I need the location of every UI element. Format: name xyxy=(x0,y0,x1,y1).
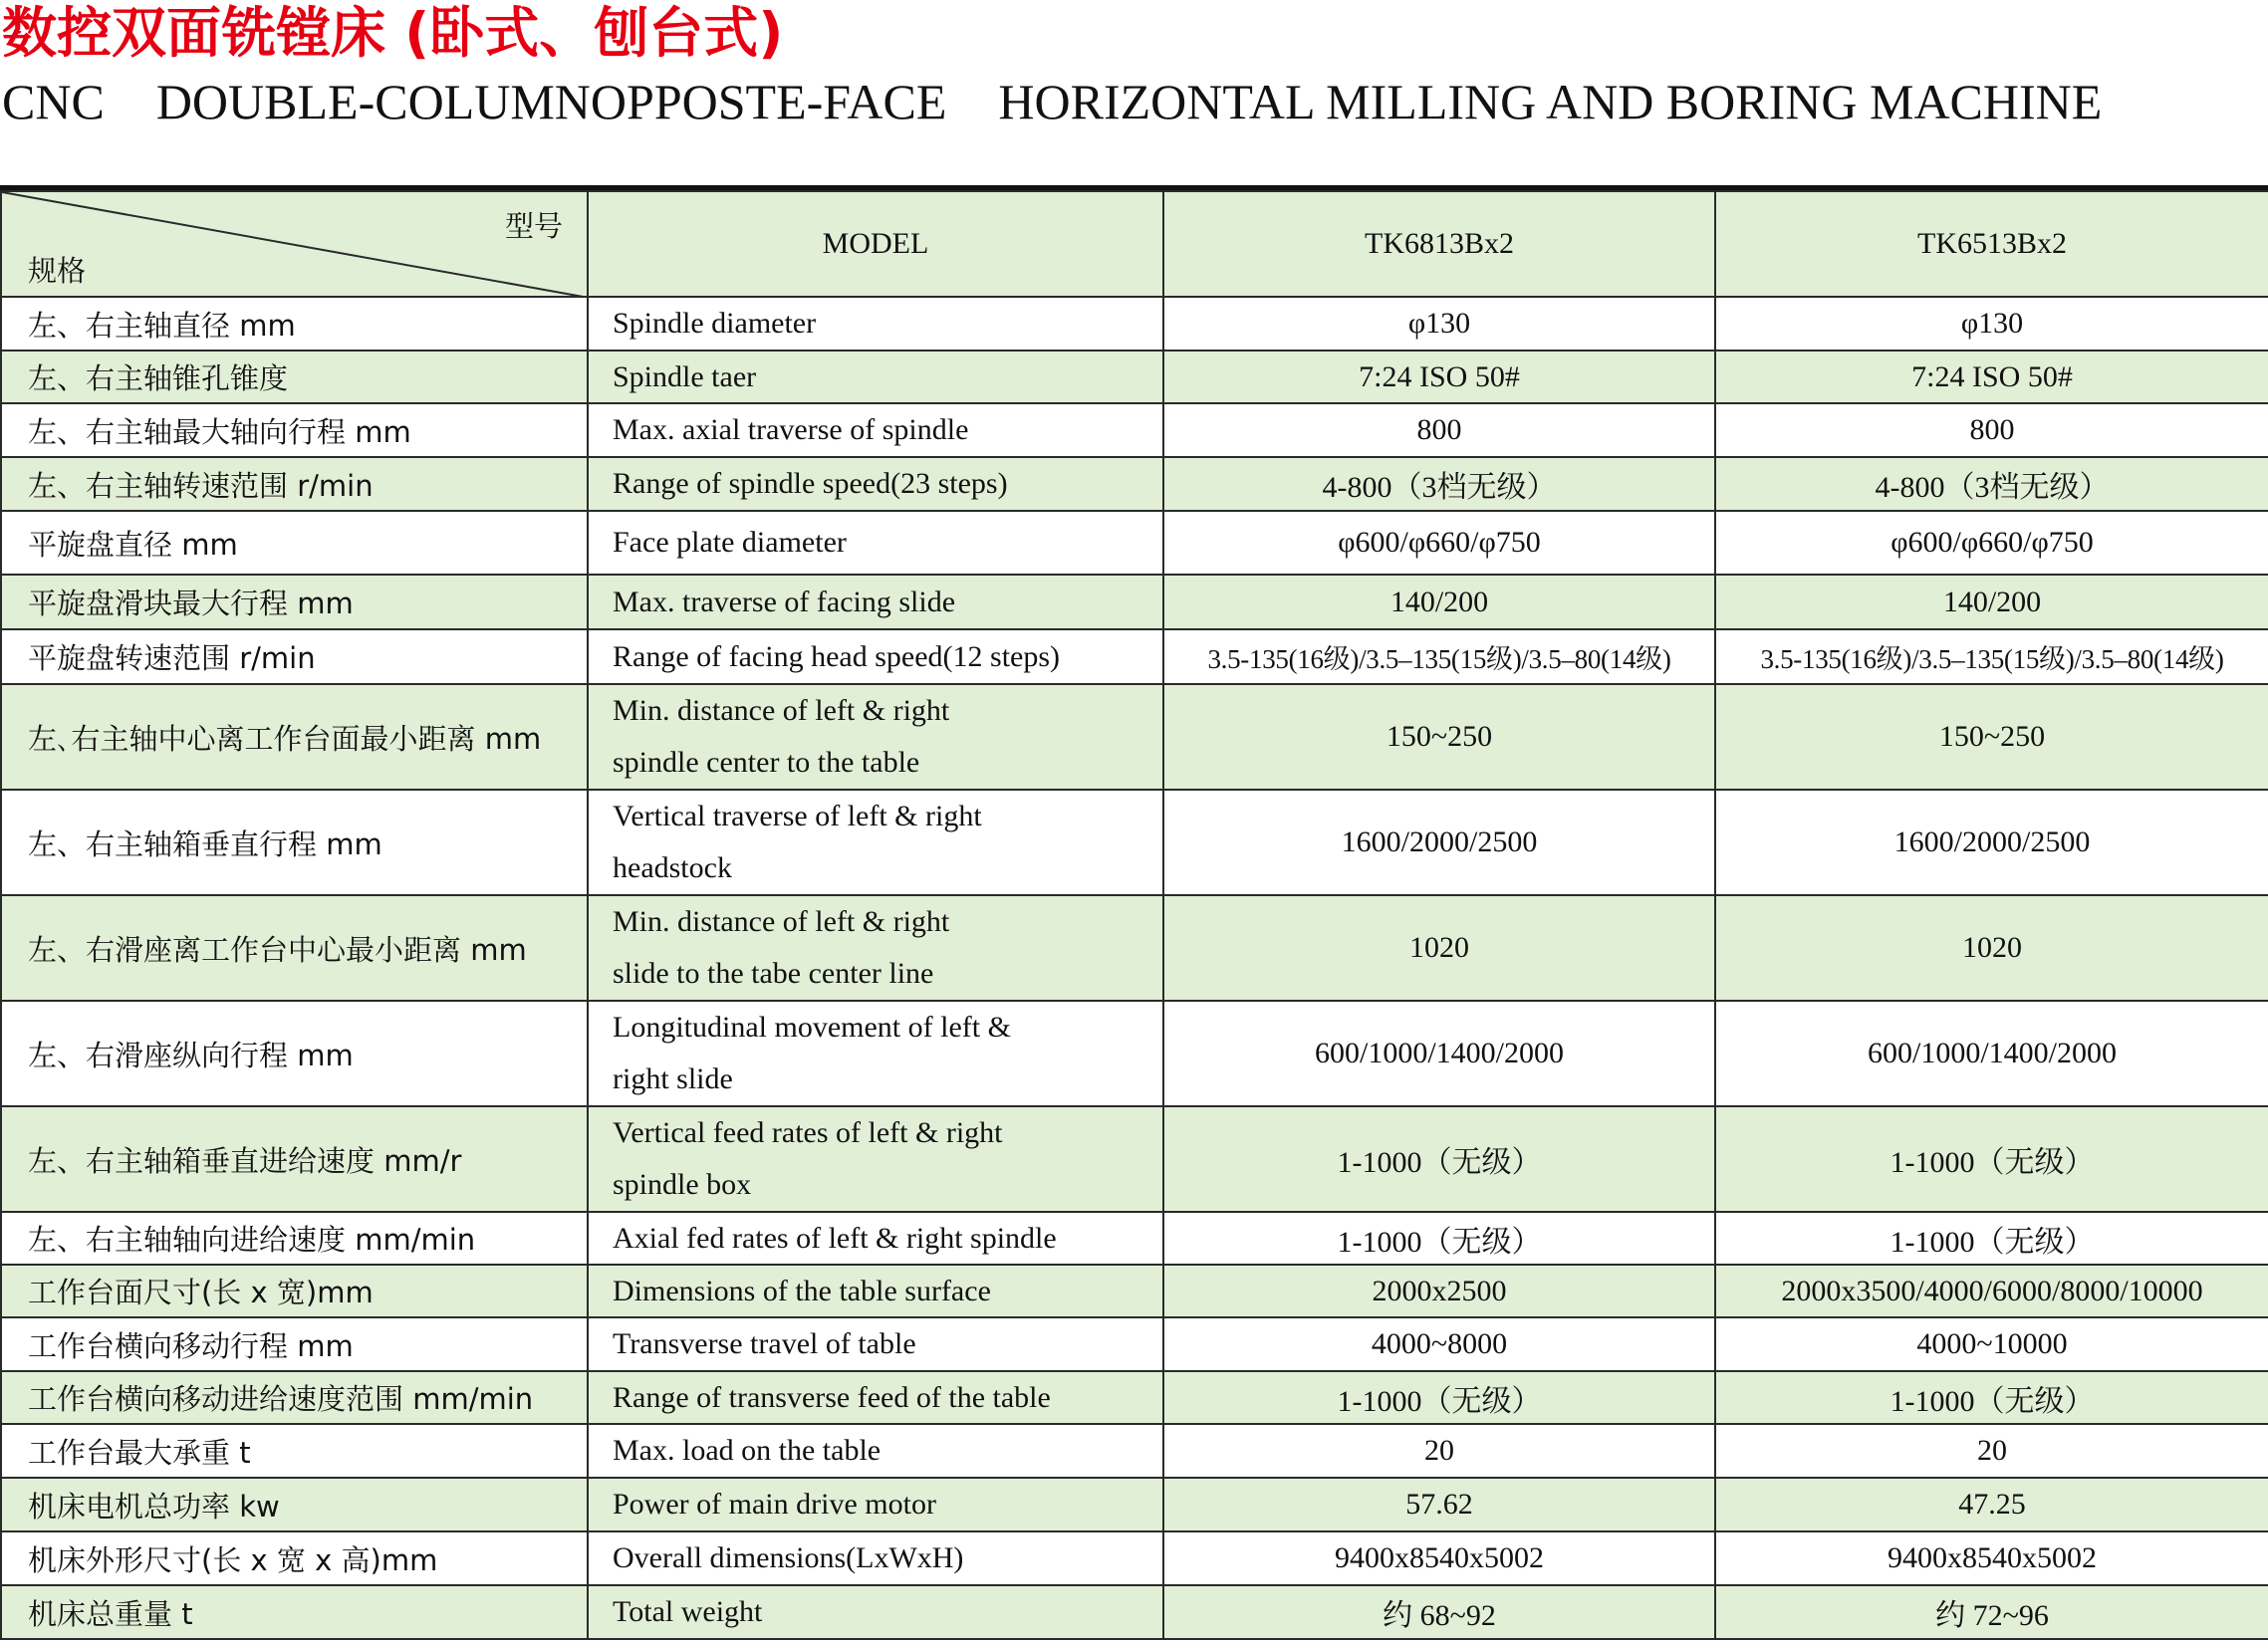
spec-name-en: Range of spindle speed(23 steps) xyxy=(588,457,1163,511)
spec-name-en: Longitudinal movement of left & right slide xyxy=(588,1001,1163,1106)
table-row xyxy=(1,1212,2268,1265)
model-header-tk6813: TK6813Bx2 xyxy=(1163,191,1715,297)
spec-name-en: Transverse travel of table xyxy=(588,1317,1163,1371)
value-tk6813: 4-800（3档无级） xyxy=(1163,457,1715,511)
spec-name-en: Vertical traverse of left & right headstock xyxy=(588,790,1163,895)
value-tk6813: 20 xyxy=(1163,1424,1715,1478)
spec-name-en: Face plate diameter xyxy=(588,511,1163,575)
value-tk6513: 140/200 xyxy=(1715,575,2268,629)
table-row xyxy=(1,1001,2268,1106)
corner-model-label: 型号 xyxy=(504,209,563,243)
spec-name-cn: 工作台面尺寸(长 x 宽)mm xyxy=(1,1265,588,1317)
value-tk6813: 1-1000（无级） xyxy=(1163,1212,1715,1265)
value-tk6513: 600/1000/1400/2000 xyxy=(1715,1001,2268,1106)
spec-name-en: Min. distance of left & right slide to the tabe center line xyxy=(588,895,1163,1001)
table-row xyxy=(1,1424,2268,1478)
table-row xyxy=(1,790,2268,895)
value-tk6513: 7:24 ISO 50# xyxy=(1715,351,2268,403)
spec-name-en: Dimensions of the table surface xyxy=(588,1265,1163,1317)
spec-name-en: Spindle taer xyxy=(588,351,1163,403)
value-tk6813: 4000~8000 xyxy=(1163,1317,1715,1371)
model-header-tk6513: TK6513Bx2 xyxy=(1715,191,2268,297)
spec-name-cn: 左、右主轴轴向进给速度 mm/min xyxy=(1,1212,588,1265)
spec-name-cn: 平旋盘直径 mm xyxy=(1,511,588,575)
spec-name-en: Min. distance of left & right spindle center to the table xyxy=(588,684,1163,790)
model-header: MODEL xyxy=(588,191,1163,297)
spec-name-cn: 左、右主轴直径 mm xyxy=(1,297,588,351)
value-tk6513: 800 xyxy=(1715,403,2268,457)
table-row xyxy=(1,297,2268,351)
table-row xyxy=(1,684,2268,790)
spec-name-cn: 工作台横向移动行程 mm xyxy=(1,1317,588,1371)
value-tk6813: 1-1000（无级） xyxy=(1163,1371,1715,1424)
value-tk6813: 150~250 xyxy=(1163,684,1715,790)
title-en-part-3: HORIZONTAL MILLING AND BORING MACHINE xyxy=(998,74,2103,129)
table-row xyxy=(1,629,2268,684)
value-tk6513: 4000~10000 xyxy=(1715,1317,2268,1371)
value-tk6513: φ600/φ660/φ750 xyxy=(1715,511,2268,575)
value-tk6813: 1020 xyxy=(1163,895,1715,1001)
table-row xyxy=(1,511,2268,575)
spec-name-cn: 平旋盘转速范围 r/min xyxy=(1,629,588,684)
value-tk6813: φ600/φ660/φ750 xyxy=(1163,511,1715,575)
value-tk6513: 2000x3500/4000/6000/8000/10000 xyxy=(1715,1265,2268,1317)
table-row xyxy=(1,1585,2268,1639)
value-tk6813: 9400x8540x5002 xyxy=(1163,1531,1715,1585)
value-tk6513: 150~250 xyxy=(1715,684,2268,790)
value-tk6513: 1-1000（无级） xyxy=(1715,1106,2268,1212)
spec-table-container xyxy=(0,185,2268,1644)
spec-name-en: Axial fed rates of left & right spindle xyxy=(588,1212,1163,1265)
spec-name-en: Range of transverse feed of the table xyxy=(588,1371,1163,1424)
spec-name-cn: 左、右滑座纵向行程 mm xyxy=(1,1001,588,1106)
spec-name-cn: 左､右主轴中心离工作台面最小距离 mm xyxy=(1,684,588,790)
value-tk6513: 9400x8540x5002 xyxy=(1715,1531,2268,1585)
spec-name-cn: 左、右主轴转速范围 r/min xyxy=(1,457,588,511)
table-row xyxy=(1,1317,2268,1371)
value-tk6813: 约 68~92 xyxy=(1163,1585,1715,1639)
value-tk6813: 2000x2500 xyxy=(1163,1265,1715,1317)
value-tk6513: 1600/2000/2500 xyxy=(1715,790,2268,895)
value-tk6513: φ130 xyxy=(1715,297,2268,351)
value-tk6513: 47.25 xyxy=(1715,1478,2268,1531)
spec-name-en: Vertical feed rates of left & right spindle box xyxy=(588,1106,1163,1212)
spec-name-cn: 左、右主轴箱垂直行程 mm xyxy=(1,790,588,895)
value-tk6813: 1600/2000/2500 xyxy=(1163,790,1715,895)
value-tk6513: 1020 xyxy=(1715,895,2268,1001)
spec-table xyxy=(0,190,2268,1640)
value-tk6813: φ130 xyxy=(1163,297,1715,351)
spec-name-en: Overall dimensions(LxWxH) xyxy=(588,1531,1163,1585)
spec-name-cn: 工作台最大承重 t xyxy=(1,1424,588,1478)
value-tk6813: 1-1000（无级） xyxy=(1163,1106,1715,1212)
spec-name-en: Spindle diameter xyxy=(588,297,1163,351)
spec-name-cn: 机床电机总功率 kw xyxy=(1,1478,588,1531)
spec-name-cn: 工作台横向移动进给速度范围 mm/min xyxy=(1,1371,588,1424)
value-tk6813: 3.5-135(16级)/3.5–135(15级)/3.5–80(14级) xyxy=(1163,629,1715,684)
value-tk6813: 7:24 ISO 50# xyxy=(1163,351,1715,403)
table-row xyxy=(1,575,2268,629)
value-tk6813: 800 xyxy=(1163,403,1715,457)
spec-name-en: Total weight xyxy=(588,1585,1163,1639)
spec-name-cn: 平旋盘滑块最大行程 mm xyxy=(1,575,588,629)
value-tk6513: 约 72~96 xyxy=(1715,1585,2268,1639)
table-header-row xyxy=(1,191,2268,297)
table-row xyxy=(1,895,2268,1001)
title-en-part-1: CNC xyxy=(2,74,105,129)
table-row xyxy=(1,1371,2268,1424)
spec-name-cn: 左、右主轴最大轴向行程 mm xyxy=(1,403,588,457)
table-row xyxy=(1,457,2268,511)
value-tk6813: 140/200 xyxy=(1163,575,1715,629)
spec-name-cn: 机床总重量 t xyxy=(1,1585,588,1639)
spec-name-en: Max. axial traverse of spindle xyxy=(588,403,1163,457)
spec-name-en: Max. load on the table xyxy=(588,1424,1163,1478)
value-tk6513: 20 xyxy=(1715,1424,2268,1478)
page-title-chinese: 数控双面铣镗床 (卧式、刨台式) xyxy=(2,1,784,65)
value-tk6513: 1-1000（无级） xyxy=(1715,1371,2268,1424)
table-row xyxy=(1,403,2268,457)
table-row xyxy=(1,1531,2268,1585)
title-en-part-2: DOUBLE-COLUMNOPPOSTE-FACE xyxy=(155,74,947,129)
value-tk6813: 57.62 xyxy=(1163,1478,1715,1531)
spec-name-en: Power of main drive motor xyxy=(588,1478,1163,1531)
spec-name-cn: 左、右滑座离工作台中心最小距离 mm xyxy=(1,895,588,1001)
table-row xyxy=(1,1265,2268,1317)
table-row xyxy=(1,1106,2268,1212)
corner-header-cell xyxy=(1,191,588,297)
value-tk6513: 4-800（3档无级） xyxy=(1715,457,2268,511)
spec-name-cn: 左、右主轴锥孔锥度 xyxy=(1,351,588,403)
value-tk6513: 3.5-135(16级)/3.5–135(15级)/3.5–80(14级) xyxy=(1715,629,2268,684)
value-tk6513: 1-1000（无级） xyxy=(1715,1212,2268,1265)
value-tk6813: 600/1000/1400/2000 xyxy=(1163,1001,1715,1106)
table-row xyxy=(1,351,2268,403)
spec-name-cn: 机床外形尺寸(长 x 宽 x 高)mm xyxy=(1,1531,588,1585)
table-row xyxy=(1,1478,2268,1531)
spec-name-cn: 左、右主轴箱垂直进给速度 mm/r xyxy=(1,1106,588,1212)
spec-name-en: Range of facing head speed(12 steps) xyxy=(588,629,1163,684)
spec-name-en: Max. traverse of facing slide xyxy=(588,575,1163,629)
diagonal-divider xyxy=(2,192,588,297)
page-title-english xyxy=(2,72,2153,131)
corner-spec-label: 规格 xyxy=(28,254,87,288)
